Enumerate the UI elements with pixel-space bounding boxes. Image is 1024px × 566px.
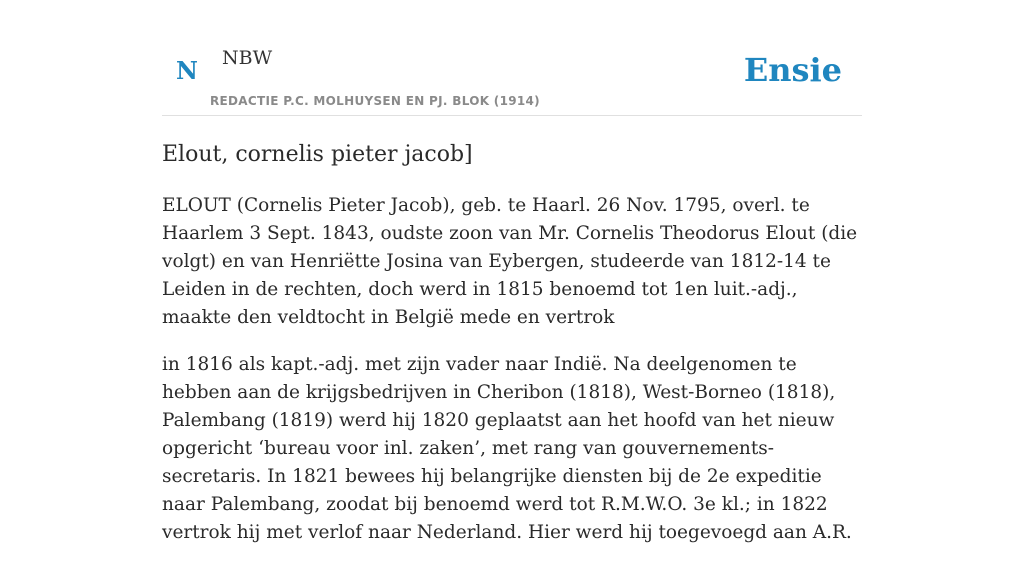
article-body <box>162 192 862 566</box>
page <box>162 0 862 543</box>
source-header <box>162 0 862 116</box>
article-paragraph: in 1816 als kapt.-adj. met zijn vader naar Indië. Na deelgenomen te hebben aan de krijgsbedrijven in Cheribon (1818), West-Borneo (1818), Palembang (1819) werd hij 1820 geplaatst aan het hoofd van het nieuw opgericht ‘bureau voor inl. zaken’, met rang van gouvernements-secretaris. In 1821 bewees hij belangrijke diensten bij de 2e expeditie naar Palembang, zoodat bij benoemd werd tot R.M.W.O. 3e kl.; in 1822 vertrok hij met verlof naar Nederland. Hier werd hij toegevoegd aan A.R. <box>162 354 852 543</box>
source-name[interactable]: NBW <box>222 47 273 69</box>
source-subtitle: REDACTIE P.C. MOLHUYSEN EN PJ. BLOK (1914) <box>210 94 540 108</box>
article-title: Elout, cornelis pieter jacob] <box>162 142 473 167</box>
source-logo[interactable]: N <box>176 56 198 85</box>
article-paragraph: ELOUT (Cornelis Pieter Jacob), geb. te Haarl. 26 Nov. 1795, overl. te Haarlem 3 Sept. 1843, oudste zoon van Mr. Cornelis Theodorus Elout (die volgt) en van Henriëtte Josina van Eybergen, studeerde van 1812-14 te Leiden in de rechten, doch werd in 1815 benoemd tot 1en luit.-adj., maakte den veldtocht in België mede en vertrok <box>162 195 858 328</box>
brand-logo[interactable]: Ensie <box>743 51 842 89</box>
